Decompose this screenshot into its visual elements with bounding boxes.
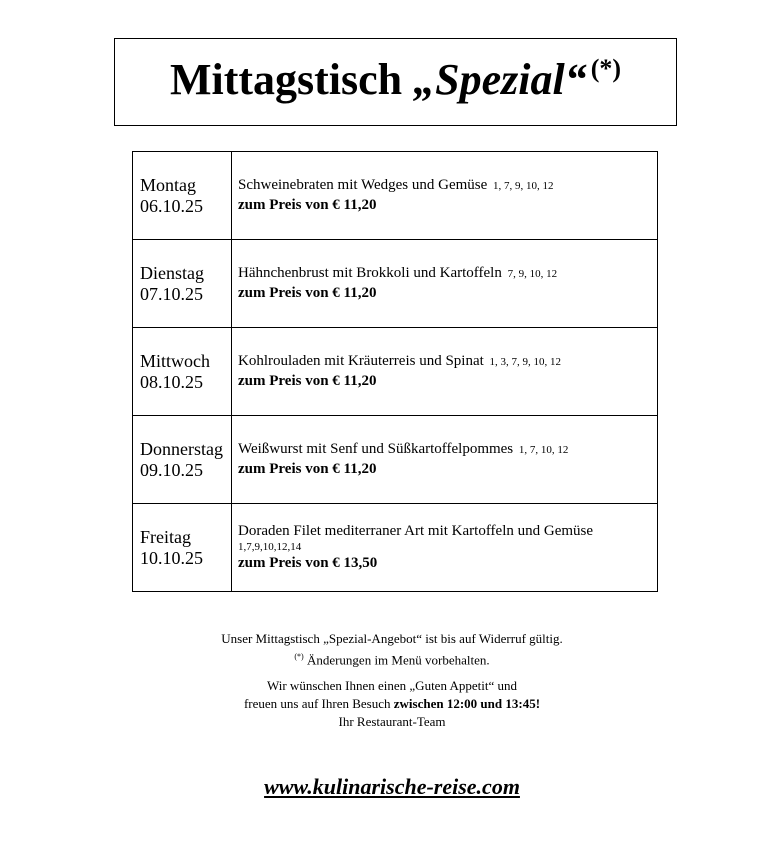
title-box bbox=[114, 38, 677, 126]
title-special: „Spezial“ bbox=[413, 54, 587, 104]
validity-note: Unser Mittagstisch „Spezial-Angebot“ ist bis auf Widerruf gültig. bbox=[221, 631, 563, 646]
allergen-codes: 1, 7, 9, 10, 12 bbox=[493, 180, 554, 192]
dish-name: Schweinebraten mit Wedges und Gemüse bbox=[238, 177, 488, 193]
day-cell bbox=[133, 328, 232, 416]
dish-cell bbox=[232, 240, 658, 328]
dish-cell bbox=[232, 328, 658, 416]
website-link[interactable]: www.kulinarische-reise.com bbox=[264, 774, 520, 799]
title-marker: (*) bbox=[590, 53, 622, 83]
allergen-codes: 1,7,9,10,12,14 bbox=[238, 541, 302, 553]
day-cell bbox=[133, 240, 232, 328]
day-date: 09.10.25 bbox=[140, 459, 203, 480]
changes-text: Änderungen im Menü vorbehalten. bbox=[303, 652, 490, 668]
dish-price: zum Preis von € 11,20 bbox=[238, 285, 377, 301]
dish-price: zum Preis von € 11,20 bbox=[238, 461, 377, 477]
allergen-codes: 1, 3, 7, 9, 10, 12 bbox=[489, 356, 562, 368]
hours-value: zwischen 12:00 und 13:45! bbox=[393, 696, 541, 712]
allergen-codes: 7, 9, 10, 12 bbox=[507, 268, 558, 280]
day-date: 06.10.25 bbox=[140, 195, 203, 216]
dish-name: Weißwurst mit Senf und Süßkartoffelpommes bbox=[238, 441, 514, 457]
dish-cell bbox=[232, 152, 658, 240]
day-name: Mittwoch bbox=[140, 350, 210, 371]
allergen-codes: 1, 7, 10, 12 bbox=[518, 444, 569, 456]
dish-name: Doraden Filet mediterraner Art mit Kartoffeln und Gemüse bbox=[238, 523, 594, 539]
table-row bbox=[133, 152, 658, 240]
dish-cell bbox=[232, 504, 658, 592]
footer-notes bbox=[0, 630, 784, 731]
dish-cell bbox=[232, 416, 658, 504]
team-signature: Ihr Restaurant-Team bbox=[338, 714, 446, 730]
dish-price: zum Preis von € 11,20 bbox=[238, 197, 377, 213]
menu-table bbox=[132, 151, 658, 592]
table-row bbox=[133, 240, 658, 328]
day-name: Montag bbox=[140, 174, 196, 195]
day-date: 10.10.25 bbox=[140, 547, 203, 568]
table-row bbox=[133, 328, 658, 416]
dish-name: Kohlrouladen mit Kräuterreis und Spinat bbox=[238, 353, 484, 369]
changes-marker: (*) bbox=[294, 652, 304, 661]
table-row bbox=[133, 504, 658, 592]
day-name: Dienstag bbox=[140, 262, 204, 283]
hours-note bbox=[0, 695, 784, 713]
day-cell bbox=[133, 504, 232, 592]
dish-name: Hähnchenbrust mit Brokkoli und Kartoffeln bbox=[238, 265, 502, 281]
dish-price: zum Preis von € 13,50 bbox=[238, 555, 378, 571]
day-cell bbox=[133, 152, 232, 240]
day-name: Freitag bbox=[140, 526, 191, 547]
changes-note bbox=[0, 648, 784, 669]
page-title bbox=[170, 54, 621, 105]
day-date: 07.10.25 bbox=[140, 283, 203, 304]
day-cell bbox=[133, 416, 232, 504]
appetite-note: Wir wünschen Ihnen einen „Guten Appetit“ und bbox=[266, 678, 517, 694]
dish-price: zum Preis von € 11,20 bbox=[238, 373, 377, 389]
table-row bbox=[133, 416, 658, 504]
day-date: 08.10.25 bbox=[140, 371, 203, 392]
day-name: Donnerstag bbox=[140, 438, 223, 459]
hours-prefix: freuen uns auf Ihren Besuch bbox=[243, 696, 394, 712]
title-main: Mittagstisch bbox=[169, 54, 414, 104]
